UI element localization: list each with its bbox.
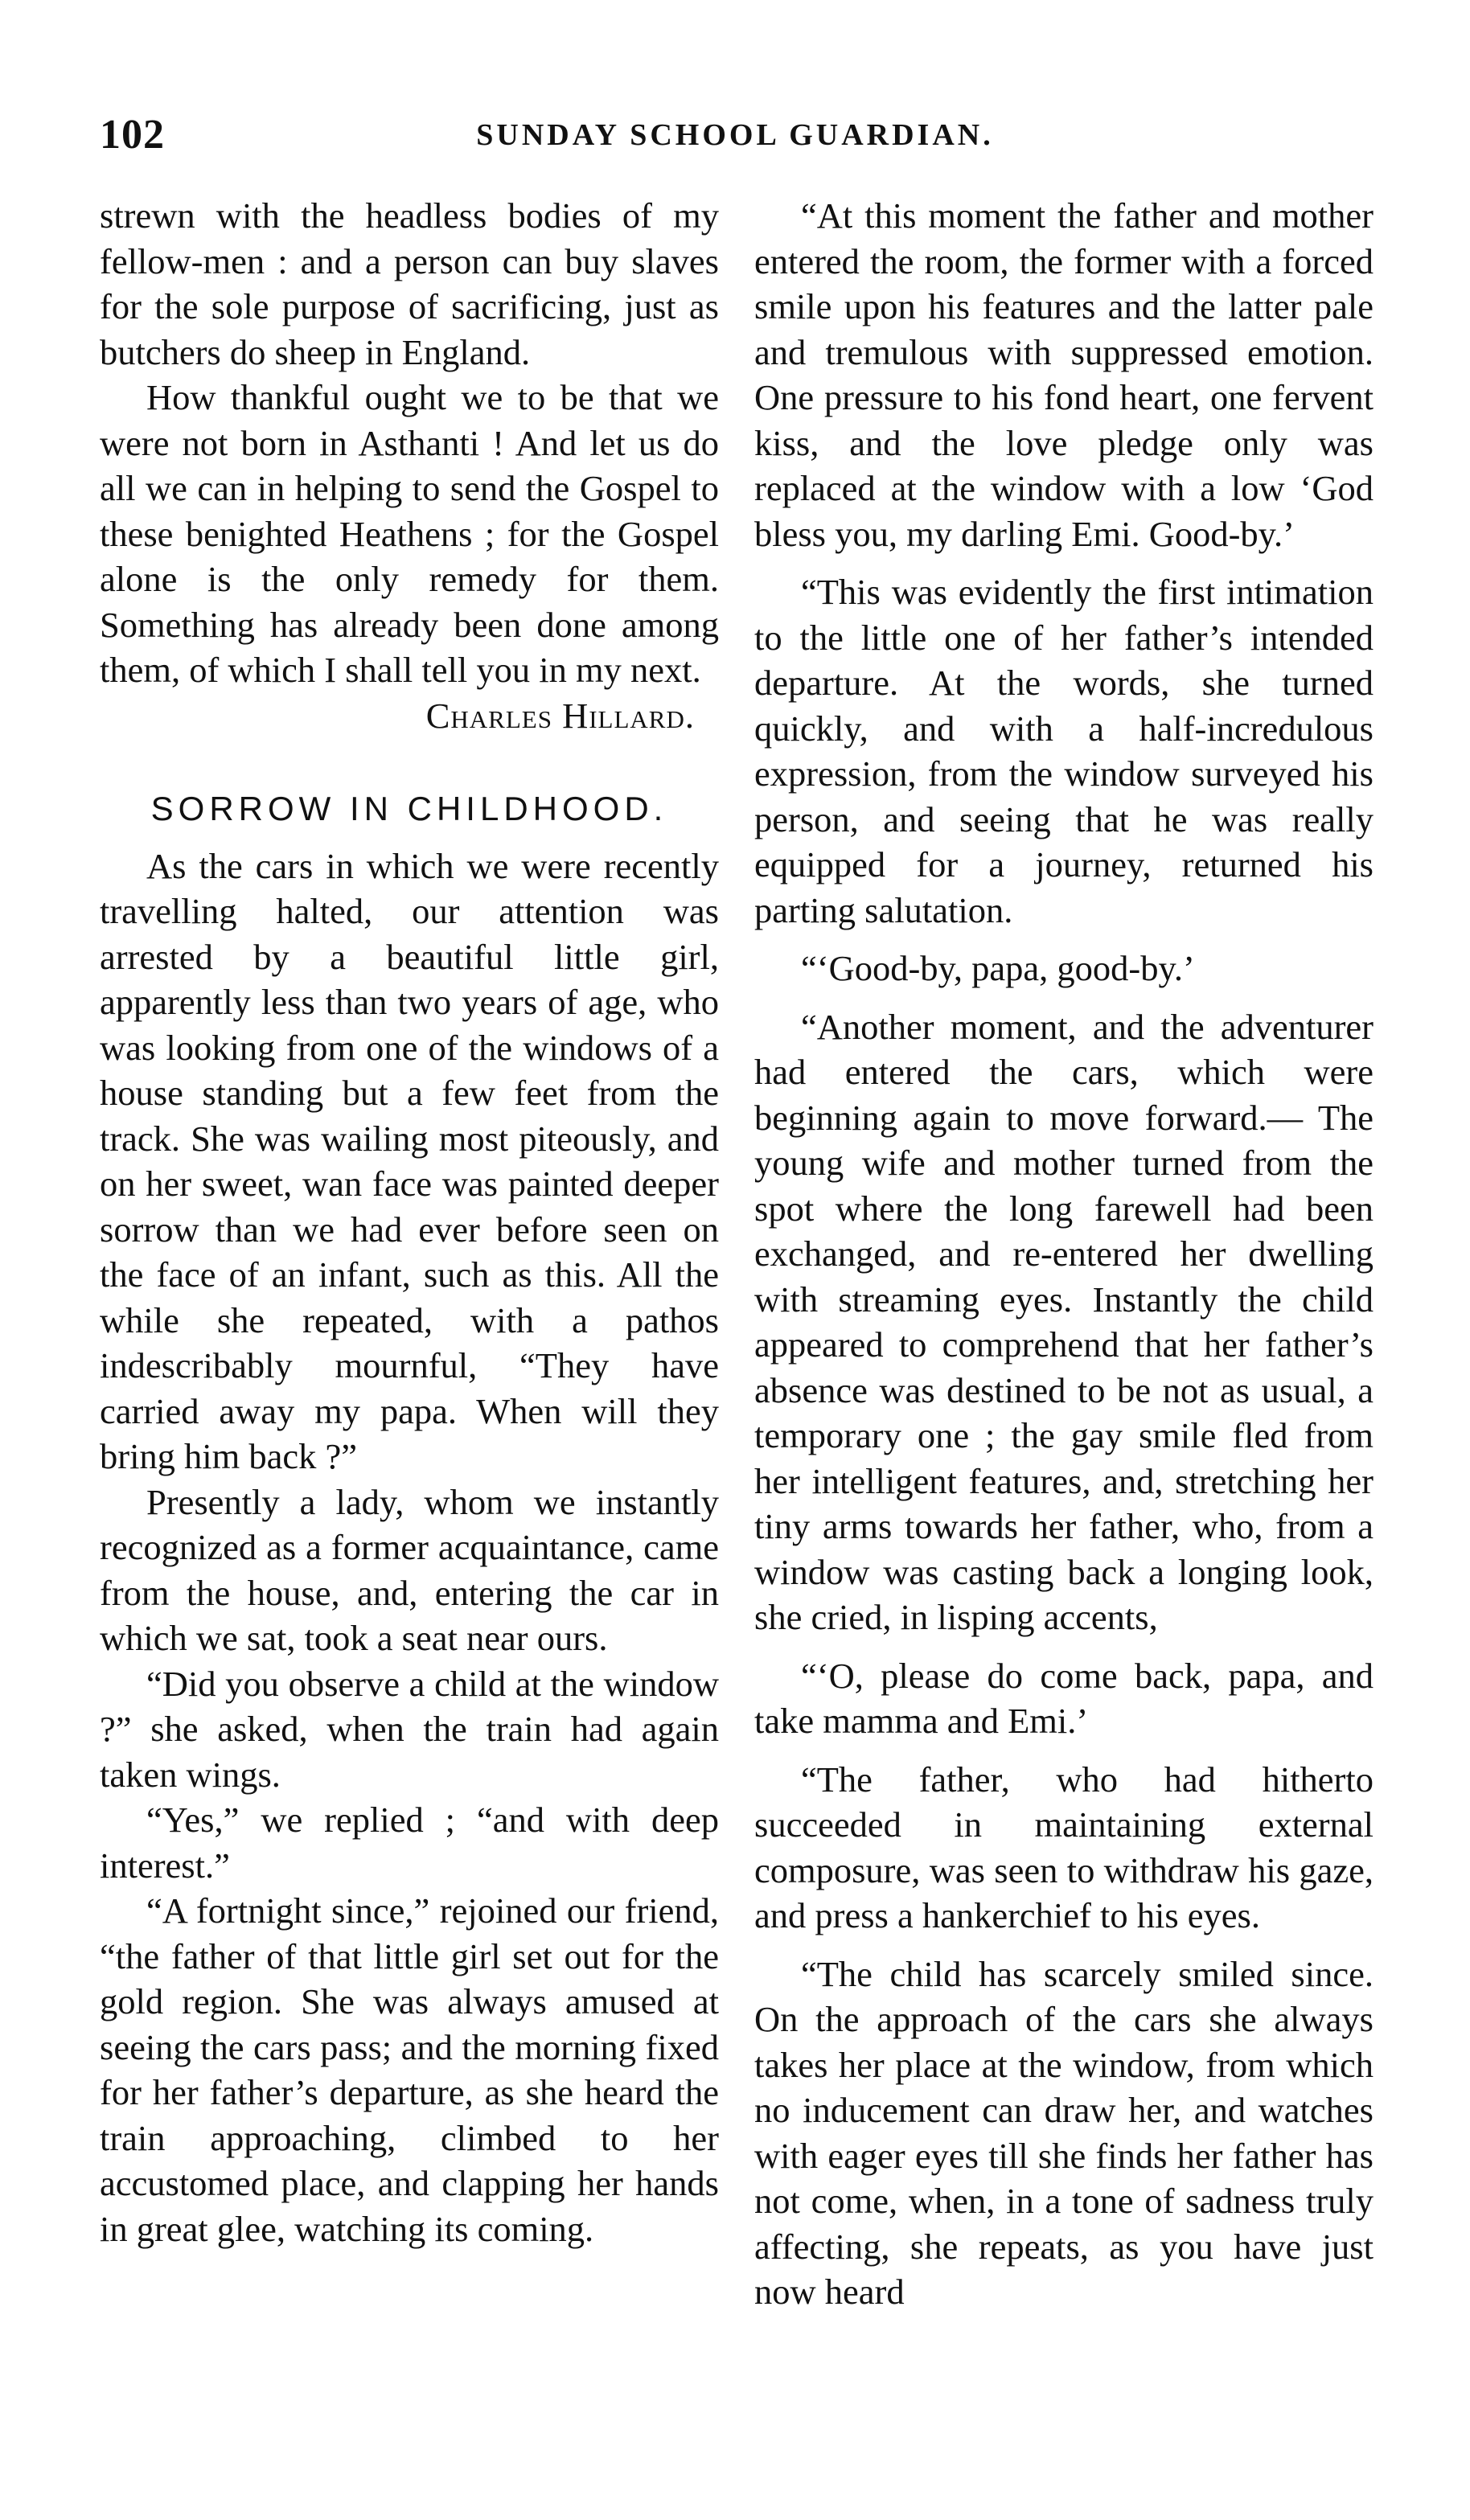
article-paragraph: Presently a lady, whom we instantly recognized as a former acquaintance, came from the house, and, entering the car in which we sat, took a seat near ours. <box>100 1481 719 1658</box>
section-title: SORROW IN CHILDHOOD. <box>150 790 668 827</box>
right-column <box>754 193 1374 2315</box>
running-title: SUNDAY SCHOOL GUARDIAN. <box>476 118 994 152</box>
article-paragraph: “The father, who had hitherto succeeded in maintaining external composure, was seen to withdraw his gaze, and press a hankerchief to his eyes. <box>754 1759 1374 1935</box>
paragraph: How thankful ought we to be that we were not born in Asthanti ! And let us do all we can in helping to send the Gospel to these benighted Heathens ; for the Gospel alone is the only remedy for them. Something has already been done among them, of which I shall tell you in my next. <box>100 377 719 690</box>
article-paragraph: “Another moment, and the adventurer had entered the cars, which were beginning again to move forward.— The young wife and mother turned from the spot where the long farewell had been exchanged, and re-entered her dwelling with streaming eyes. Instantly the child appeared to comprehend that her father’s absence was destined to be not as usual, a temporary one ; the gay smile fled from her intelligent features, and, stretching her tiny arms towards her father, who, from a window was casting back a longing look, she cried, in lisping accents, <box>754 1006 1374 1637</box>
page-number: 102 <box>100 112 165 158</box>
article-paragraph: “‘O, please do come back, papa, and take mamma and Emi.’ <box>754 1655 1374 1741</box>
article-paragraph: “This was evidently the first intimation to the little one of her father’s intended departure. At the words, she turned quickly, and with a half-incredulous expression, from the window surveyed his person, and seeing that he was really equipped for a journey, returned his parting salutation. <box>754 572 1374 930</box>
page-header <box>100 111 1370 167</box>
article-paragraph: As the cars in which we were recently travelling halted, our attention was arrested by a beautiful little girl, apparently less than two years of age, who was looking from one of the windows of a house standing but a few feet from the track. She was wailing most piteously, and on her sweet, wan face was painted deeper sorrow than we had ever before seen on the face of an infant, such as this. All the while she repeated, with a pathos indescribably mournful, “They have carried away my papa. When will they bring him back ?” <box>100 845 719 1476</box>
article-paragraph: “At this moment the father and mother entered the room, the former with a forced smile upon his features and the latter pale and tremulous with suppressed emotion. One pressure to his fond heart, one fervent kiss, and the love pledge only was replaced at the window with a low ‘God bless you, my darling Emi. Good-by.’ <box>754 195 1374 554</box>
article-paragraph: “A fortnight since,” rejoined our friend, “the father of that little girl set out for the gold region. She was always amused at seeing the cars pass; and the morning fixed for her father’s departure, as she heard the train approaching, climbed to her accustomed place, and clapping her hands in great glee, watching its coming. <box>100 1890 719 2249</box>
article-paragraph: “The child has scarcely smiled since. On the approach of the cars she always takes her place at the window, from which no inducement can draw her, and watches with eager eyes till she finds her father has not come, when, in a tone of sadness truly affecting, she repeats, as you have just now heard <box>754 1953 1374 2312</box>
left-column <box>100 193 719 2251</box>
continued-paragraph: strewn with the headless bodies of my fellow-men : and a person can buy slaves for the sole purpose of sacrificing, just as butchers do sheep in England. <box>100 195 719 372</box>
author-signature: Charles Hillard. <box>425 695 695 736</box>
article-paragraph: “‘Good-by, papa, good-by.’ <box>801 948 1195 988</box>
article-paragraph: “Did you observe a child at the window ?” she asked, when the train had again taken wings. <box>100 1663 719 1795</box>
article-paragraph: “Yes,” we replied ; “and with deep interest.” <box>100 1800 719 1886</box>
